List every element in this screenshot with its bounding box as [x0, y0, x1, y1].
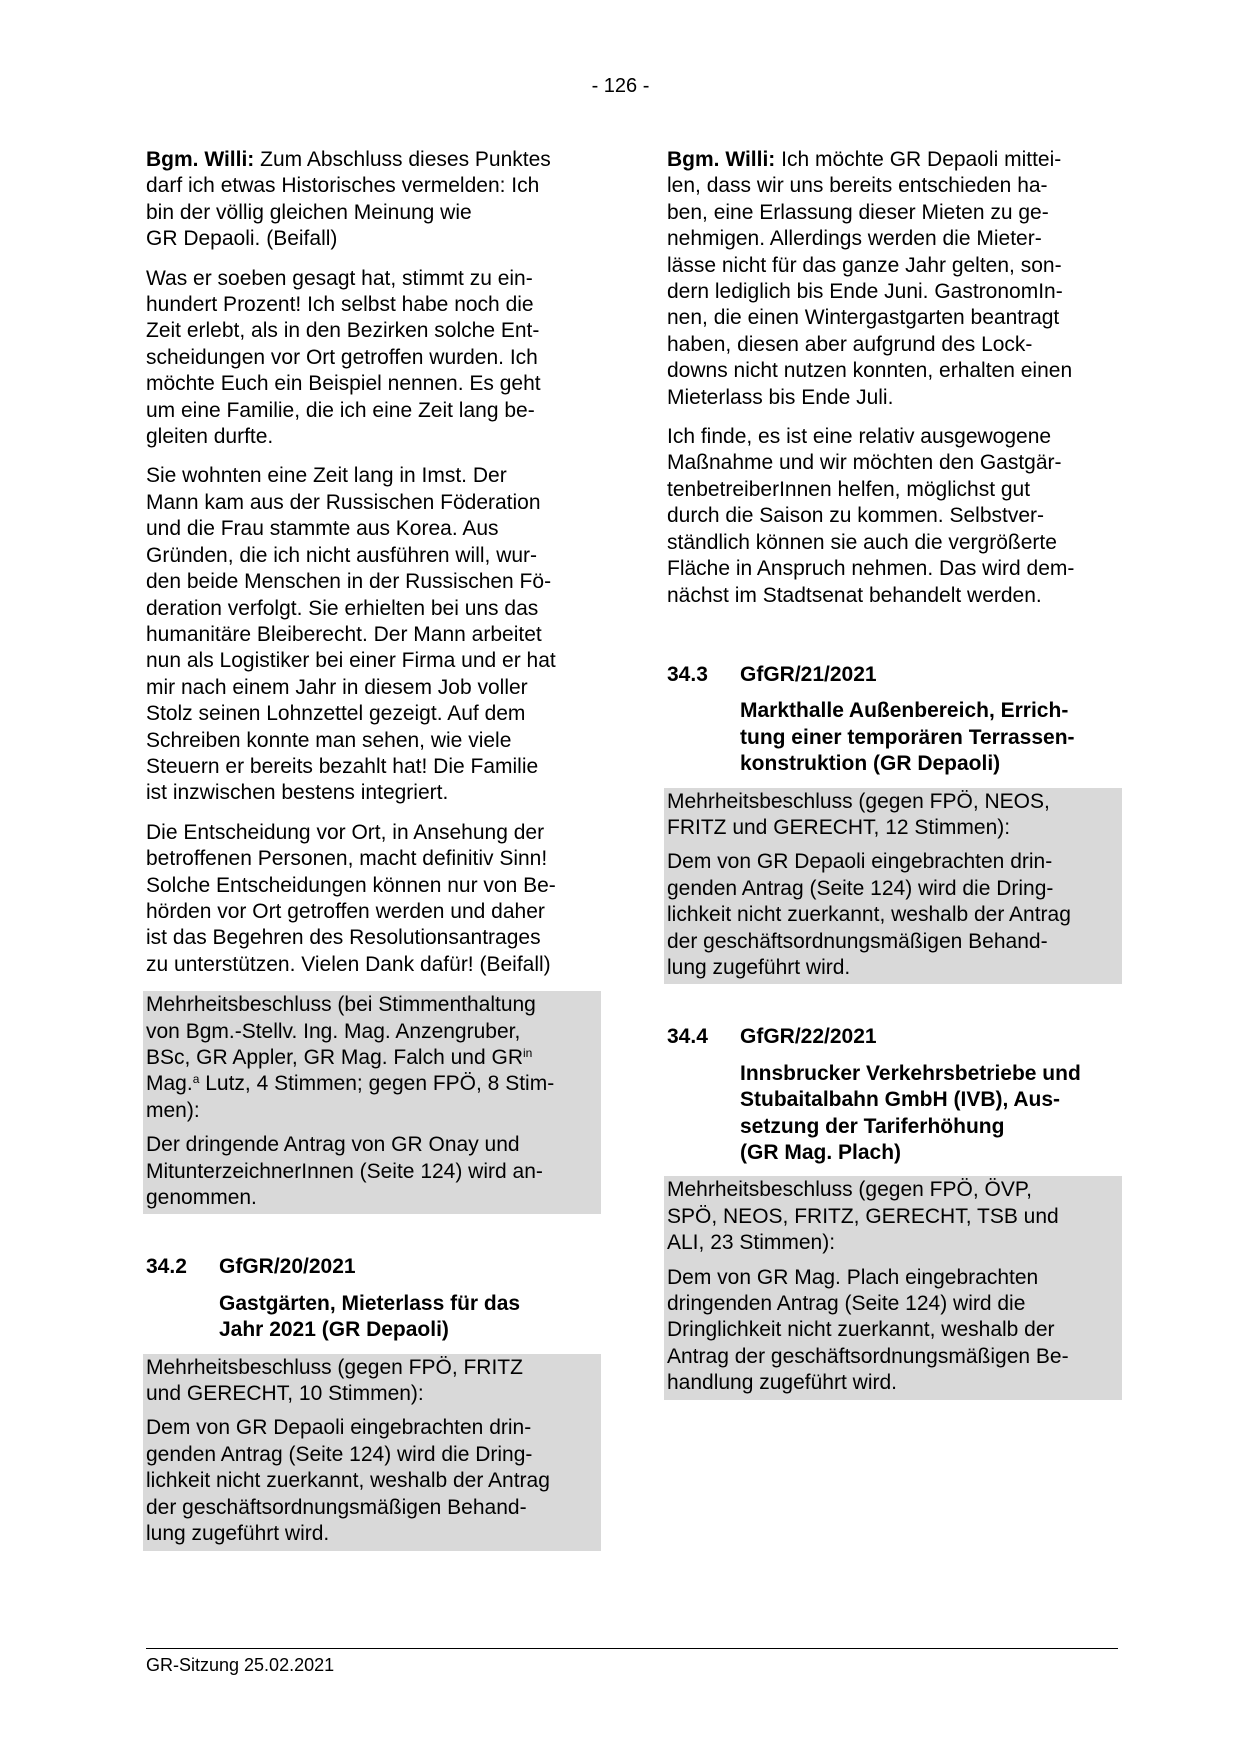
speech-paragraph: Was er soeben gesagt hat, stimmt zu ein- hundert Prozent! Ich selbst habe noch die Zeit erlebt, als in den Bezirken solche Ent- scheidungen vor Ort getroffen wurden. Ich möchte Euch ein Beispiel nennen. Es geht um eine Familie, die ich eine Zeit lang be- gleiten durfte.	[146, 266, 541, 449]
section-heading: 34.4 GfGR/22/2021	[667, 1025, 877, 1049]
vote-result: Mehrheitsbeschluss (gegen FPÖ, ÖVP, SPÖ, NEOS, FRITZ, GERECHT, TSB und ALI, 23 Stimmen):	[667, 1178, 1059, 1255]
section-title: Gastgärten, Mieterlass für das Jahr 2021 (GR Depaoli)	[219, 1291, 521, 1342]
vote-result: Mehrheitsbeschluss (bei Stimmenthaltung von Bgm.-Stellv. Ing. Mag. Anzengruber, BSc, GR Appler, GR Mag. Falch und $GR^{in}$ Mag.$^a$ Lutz, 4 Stimmen; gegen FPÖ, 8 Stim- men):	[146, 993, 555, 1122]
speech-paragraph: Bgm. Willi: Ich möchte GR Depaoli mittei- len, dass wir uns bereits entschieden ha- ben, eine Erlassung dieser Mieten zu ge- nehmigen. Allerdings werden die Mieter- lässe nicht für das ganze Jahr gelten, son- dern lediglich bis Ende Juni. GastronomIn- nen, die einen Wintergastgarten beantragt haben, diesen aber aufgrund des Lock- downs nicht nutzen konnten, erhalten einen Mieterlass bis Ende Juli.	[667, 148, 1073, 409]
speech-paragraph: Die Entscheidung vor Ort, in Ansehung der betroffenen Personen, macht definitiv Sinn! Solche Entscheidungen können nur von Be- hörden vor Ort getroffen werden und daher ist das Begehren des Resolutionsantrages zu unterstützen. Vielen Dank dafür! (Beifall)	[146, 820, 556, 976]
speech-paragraph: Ich finde, es ist eine relativ ausgewogene Maßnahme und wir möchten den Gastgär- tenbetreiberInnen helfen, möglichst gut durch die Saison zu kommen. Selbstver- ständlich können sie auch die vergrößerte Fläche in Anspruch nehmen. Das wird dem- nächst im Stadtsenat behandelt werden.	[667, 425, 1075, 607]
speech-paragraph: Bgm. Willi: Zum Abschluss dieses Punktes darf ich etwas Historisches vermelden: Ich bin der völlig gleichen Meinung wie GR Depaoli. (Beifall)	[146, 148, 551, 251]
right-column	[667, 147, 1125, 1400]
footer-divider	[146, 1648, 1118, 1649]
page-number: - 126 -	[591, 75, 650, 97]
section-title: Markthalle Außenbereich, Errich- tung einer temporären Terrassen- konstruktion (GR Depaoli)	[740, 699, 1075, 776]
section-heading: 34.3 GfGR/21/2021	[667, 662, 877, 686]
decision-text: Dem von GR Mag. Plach eingebrachten dringenden Antrag (Seite 124) wird die Dringlichkeit nicht zuerkannt, weshalb der Antrag der geschäftsordnungsmäßigen Be- handlung zugeführt wird.	[667, 1265, 1069, 1395]
resolution-box	[143, 1354, 601, 1551]
speaker-name: Bgm. Willi:	[146, 148, 255, 171]
resolution-box	[664, 1176, 1122, 1399]
speech-paragraph: Sie wohnten eine Zeit lang in Imst. Der Mann kam aus der Russischen Föderation und die Frau stammte aus Korea. Aus Gründen, die ich nicht ausführen will, wur- den beide Menschen in der Russischen Fö- deration verfolgt. Sie erhielten bei uns das humanitäre Bleiberecht. Der Mann arbeitet nun als Logistiker bei einer Firma und er hat mir nach einem Jahr in diesem Job voller Stolz seinen Lohnzettel gezeigt. Auf dem Schreiben konnte man sehen, wie viele Steuern er bereits bezahlt hat! Die Familie ist inzwischen bestens integriert.	[146, 464, 556, 805]
speaker-name: Bgm. Willi:	[667, 148, 776, 171]
vote-result: Mehrheitsbeschluss (gegen FPÖ, FRITZ und GERECHT, 10 Stimmen):	[146, 1355, 523, 1406]
left-column	[146, 147, 604, 1551]
section-heading: 34.2 GfGR/20/2021	[146, 1255, 356, 1279]
resolution-box	[664, 788, 1122, 985]
decision-text: Dem von GR Depaoli eingebrachten drin- genden Antrag (Seite 124) wird die Dring- lichkeit nicht zuerkannt, weshalb der Antrag der geschäftsordnungsmäßigen Behand- lung zugeführt wird.	[667, 850, 1071, 979]
vote-result: Mehrheitsbeschluss (gegen FPÖ, NEOS, FRITZ und GERECHT, 12 Stimmen):	[667, 789, 1050, 839]
decision-text: Der dringende Antrag von GR Onay und MitunterzeichnerInnen (Seite 124) wird an- genommen.	[146, 1133, 543, 1210]
section-title: Innsbrucker Verkehrsbetriebe und Stubaitalbahn GmbH (IVB), Aus- setzung der Tariferhöhung (GR Mag. Plach)	[740, 1061, 1081, 1164]
resolution-box	[143, 991, 601, 1214]
decision-text: Dem von GR Depaoli eingebrachten drin- genden Antrag (Seite 124) wird die Dring- lichkeit nicht zuerkannt, weshalb der Antrag der geschäftsordnungsmäßigen Behand- lung zugeführt wird.	[146, 1416, 550, 1546]
footer-text: GR-Sitzung 25.02.2021	[146, 1655, 335, 1675]
